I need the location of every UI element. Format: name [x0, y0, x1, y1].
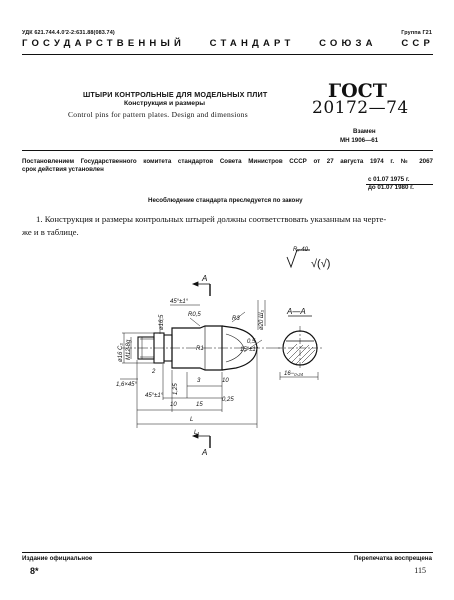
- title-en: Control pins for pattern plates. Design and dimensions: [68, 110, 248, 119]
- banner-text: ГОСУДАРСТВЕННЫЙ СТАНДАРТ СОЮЗА ССР: [22, 38, 434, 49]
- dim-len10b: 10: [170, 402, 177, 408]
- body-paragraph-cont: же и в таблице.: [22, 227, 79, 237]
- title-ru: ШТЫРИ КОНТРОЛЬНЫЕ ДЛЯ МОДЕЛЬНЫХ ПЛИТ: [83, 90, 268, 99]
- replaces-value: МН 1906—61: [340, 137, 379, 144]
- subtitle-ru: Конструкция и размеры: [124, 100, 206, 107]
- roughness-check: √(√): [311, 258, 331, 270]
- dim-len10a: 10: [222, 378, 229, 384]
- body-paragraph: 1. Конструкция и размеры контрольных штырей должны соответствовать указанным на черте-: [36, 214, 387, 224]
- section-letter-top: А: [202, 274, 208, 283]
- section-letter-bottom: А: [202, 448, 208, 457]
- section-view-label: А—А: [287, 307, 306, 316]
- dim-r05: R0,5: [188, 312, 201, 318]
- decree-from: с 01.07 1975 г.: [368, 176, 410, 183]
- dim-r125: 1,25: [173, 383, 179, 395]
- signature-mark: 8*: [30, 566, 39, 576]
- dim-chamfer-left: 1,6×45°: [116, 382, 137, 388]
- udk-code: УДК 621.744.4.0′2-2:631.88(083.74): [22, 30, 115, 36]
- dim-chamfer-low: 45°±1°: [145, 393, 164, 399]
- dim-length-l1: L₁: [194, 430, 200, 436]
- dim-angle15: 15°±1°: [240, 347, 259, 353]
- gost-number: 20172—74: [312, 98, 409, 118]
- dim-d16-5: ø16,5: [159, 314, 165, 330]
- replaces-label: Взамен: [353, 128, 376, 135]
- dim-r05b: 0,5: [247, 339, 256, 345]
- edition-label: Издание официальное: [22, 555, 93, 562]
- dim-r-small: 2: [152, 369, 156, 375]
- reprint-notice: Перепечатка воспрещена: [353, 555, 432, 562]
- dim-d20: ø20 Ш₃: [259, 310, 265, 330]
- dim-length-l: L: [190, 417, 194, 423]
- dim-len15: 15: [196, 402, 203, 408]
- decree-term: срок действия установлен: [22, 166, 104, 173]
- dim-r1: R1: [196, 346, 204, 352]
- gost-label: ГОСТ: [328, 80, 387, 102]
- legal-notice: Несоблюдение стандарта преследуется по закону: [148, 197, 303, 204]
- dim-chamfer-top: 45°±1°: [170, 299, 189, 305]
- dim-d16f: ø16 C₃: [118, 343, 124, 362]
- dim-r3: R3: [232, 316, 240, 322]
- dim-m12: M12-8g: [126, 339, 132, 360]
- dim-len3: 3: [197, 378, 201, 384]
- page-number: 115: [414, 566, 426, 575]
- decree-to: до 01.07 1980 г.: [368, 184, 414, 191]
- dim-r025: 0,25: [222, 397, 234, 403]
- dim-section: 16−₀,₂₄: [284, 371, 304, 377]
- decree-text: Постановлением Государственного комитета стандартов Совета Министров СССР от 27 августа 1974 г. № 2067: [22, 158, 433, 165]
- group-code: Группа Г21: [401, 30, 432, 36]
- footer-rule: [22, 552, 433, 553]
- roughness-value: Rₓ 40: [293, 247, 308, 253]
